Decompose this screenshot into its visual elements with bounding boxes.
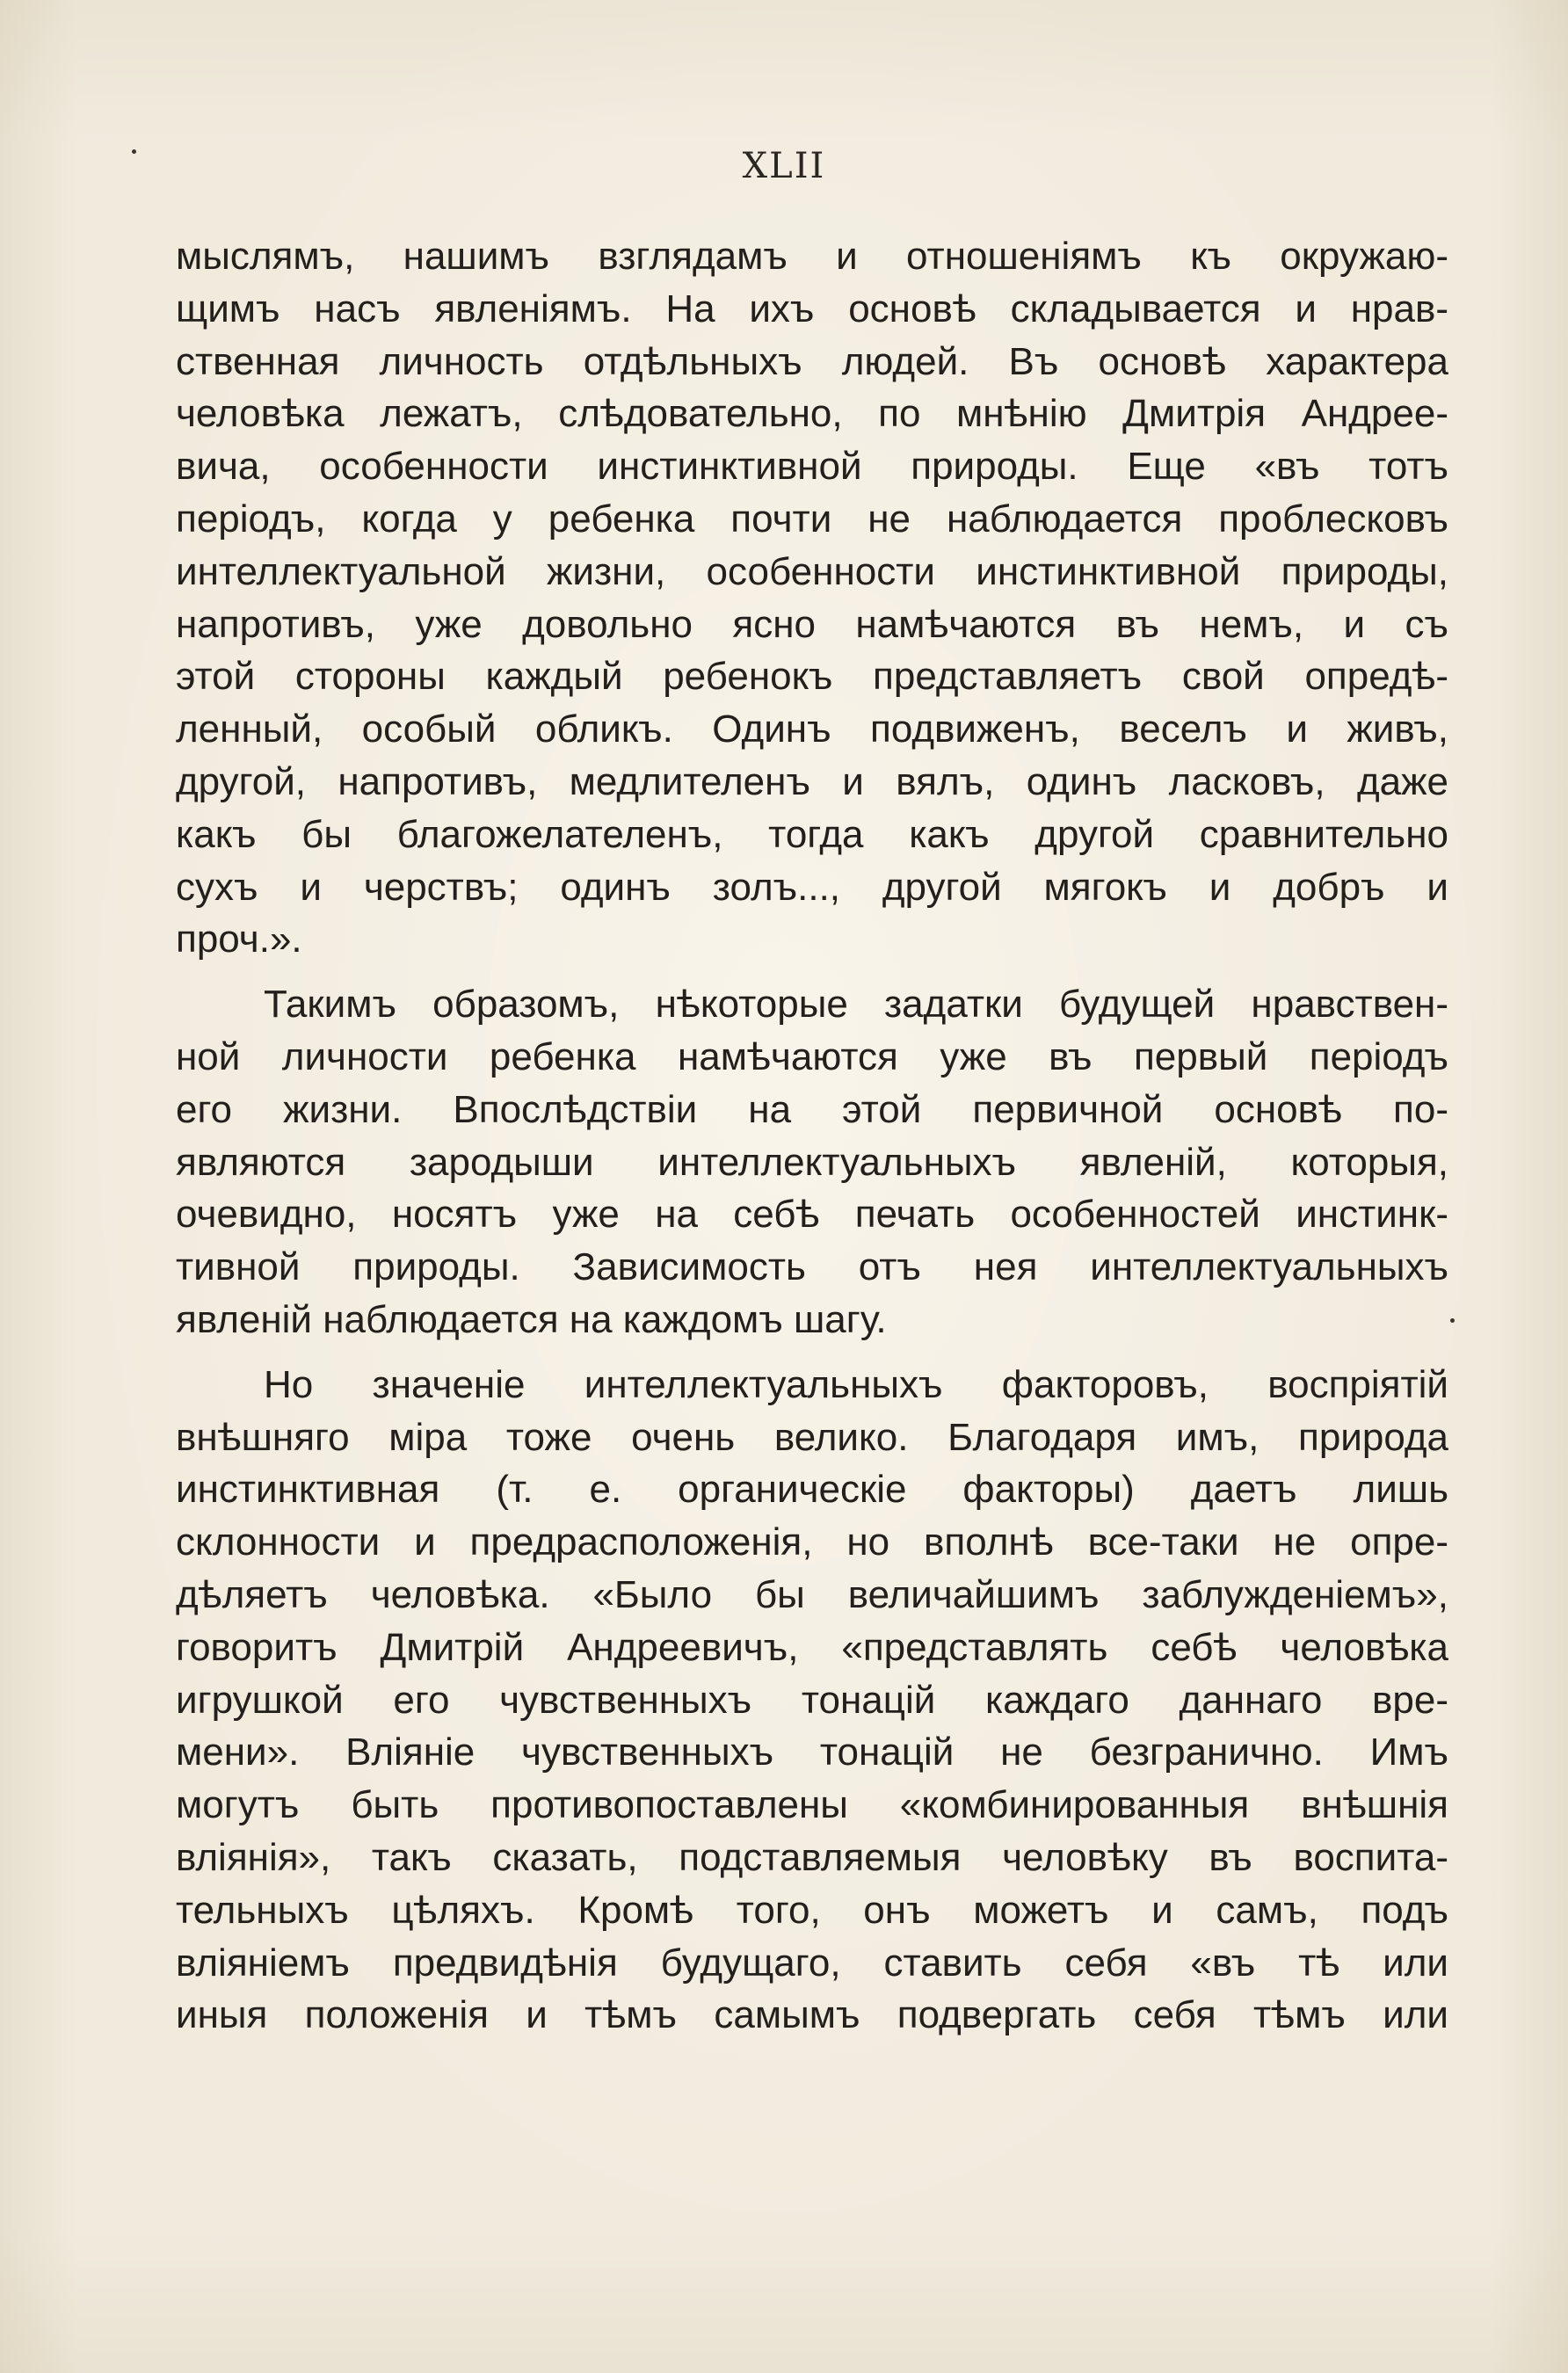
text-line: тивной природы. Зависимость отъ нея интеллектуальныхъ: [176, 1245, 1448, 1289]
ink-speck: [1450, 1318, 1455, 1323]
paragraph-2: [176, 978, 1448, 1346]
text-line: могутъ быть противопоставлены «комбинированныя внѣшнія: [176, 1783, 1448, 1827]
text-line: напротивъ, уже довольно ясно намѣчаются въ немъ, и съ: [176, 602, 1448, 646]
text-line: говоритъ Дмитрій Андреевичъ, «представлять себѣ человѣка: [176, 1625, 1448, 1669]
text-line: вліяніемъ предвидѣнія будущаго, ставить себя «въ тѣ или: [176, 1941, 1448, 1985]
text-line: инстинктивная (т. е. органическіе факторы) даетъ лишь: [176, 1468, 1448, 1512]
text-line: вича, особенности инстинктивной природы. Еще «въ тотъ: [176, 445, 1448, 489]
text-line: дѣляетъ человѣка. «Было бы величайшимъ заблужденіемъ»,: [176, 1572, 1448, 1616]
paragraph-1: [176, 230, 1448, 966]
text-line: проч.».: [176, 918, 302, 962]
page-number: XLII: [742, 146, 826, 186]
text-line: его жизни. Впослѣдствіи на этой первичной основѣ по-: [176, 1087, 1448, 1131]
text-line: Но значеніе интеллектуальныхъ факторовъ, воспріятій: [264, 1362, 1448, 1406]
text-line: вліянія», такъ сказать, подставляемыя человѣку въ воспита-: [176, 1835, 1448, 1879]
text-line: являются зародыши интеллектуальныхъ явленій, которыя,: [176, 1140, 1448, 1184]
text-line: интеллектуальной жизни, особенности инстинктивной природы,: [176, 549, 1448, 593]
text-line: склонности и предрасположенія, но вполнѣ все-таки не опре-: [176, 1520, 1448, 1564]
text-line: мыслямъ, нашимъ взглядамъ и отношеніямъ къ окружаю-: [176, 235, 1448, 278]
body-text: [176, 230, 1448, 2054]
text-line: очевидно, носятъ уже на себѣ печать особенностей инстинк-: [176, 1193, 1448, 1237]
text-line: ной личности ребенка намѣчаются уже въ первый періодъ: [176, 1034, 1448, 1078]
text-line: ственная личность отдѣльныхъ людей. Въ основѣ характера: [176, 339, 1448, 383]
text-line: внѣшняго міра тоже очень велико. Благодаря имъ, природа: [176, 1415, 1448, 1459]
text-line: какъ бы благожелателенъ, тогда какъ другой сравнительно: [176, 812, 1448, 856]
text-line: этой стороны каждый ребенокъ представляетъ свой опредѣ-: [176, 655, 1448, 699]
text-line: игрушкой его чувственныхъ тонацій каждаго даннаго вре-: [176, 1678, 1448, 1722]
text-line: явленій наблюдается на каждомъ шагу.: [176, 1297, 887, 1341]
text-line: щимъ насъ явленіямъ. На ихъ основѣ складывается и нрав-: [176, 287, 1448, 330]
text-line: человѣка лежатъ, слѣдовательно, по мнѣнію Дмитрія Андрее-: [176, 392, 1448, 436]
text-line: другой, напротивъ, медлителенъ и вялъ, одинъ ласковъ, даже: [176, 759, 1448, 803]
text-line: Такимъ образомъ, нѣкоторые задатки будущей нравствен-: [264, 983, 1448, 1027]
text-line: иныя положенія и тѣмъ самымъ подвергать себя тѣмъ или: [176, 1993, 1448, 2037]
text-line: тельныхъ цѣляхъ. Кромѣ того, онъ можетъ и самъ, подъ: [176, 1888, 1448, 1932]
paragraph-3: [176, 1359, 1448, 2042]
text-line: періодъ, когда у ребенка почти не наблюдается проблесковъ: [176, 497, 1448, 541]
text-line: сухъ и черствъ; одинъ золъ..., другой мягокъ и добръ и: [176, 865, 1448, 909]
text-line: ленный, особый обликъ. Одинъ подвиженъ, веселъ и живъ,: [176, 708, 1448, 751]
text-line: мени». Вліяніе чувственныхъ тонацій не безгранично. Имъ: [176, 1731, 1448, 1774]
